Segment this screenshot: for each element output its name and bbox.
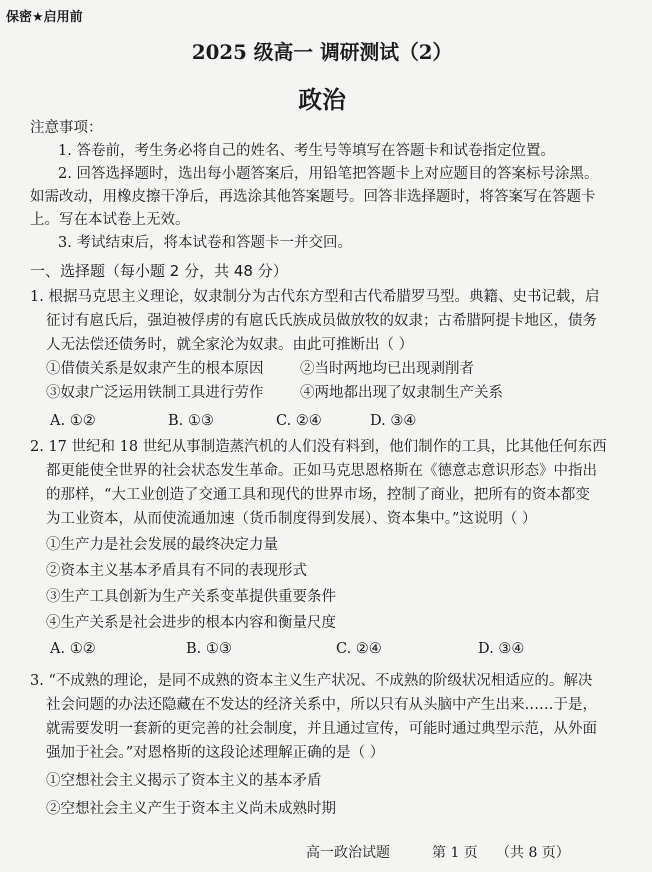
footer-title: 高一政治试题 — [306, 845, 390, 861]
question-2-line: 2. 17 世纪和 18 世纪从事制造蒸汽机的人们没有料到，他们制作的工具，比其他任何东西 — [30, 439, 607, 455]
option-item: ②资本主义基本矛盾具有不同的表现形式 — [46, 563, 307, 579]
notice-line: 如需改动，用橡皮擦干净后，再选涂其他答案题号。回答非选择题时，将答案写在答题卡 — [30, 189, 596, 205]
question-3-line: 3. “不成熟的理论，是同不成熟的资本主义生产状况、不成熟的阶级状况相适应的。解决 — [30, 673, 593, 689]
question-2-line: 都更能使全世界的社会状态发生革命。正如马克思恩格斯在《德意志意识形态》中指出 — [46, 463, 597, 479]
question-3-line: 强加于社会。”对恩格斯的这段论述理解正确的是（ ） — [46, 745, 385, 761]
option-item: ②当时两地均已出现剥削者 — [300, 361, 474, 377]
choice-a: A. ①② — [50, 641, 96, 657]
choice-b: B. ①③ — [168, 413, 214, 429]
option-item: ③生产工具创新为生产关系变革提供重要条件 — [46, 589, 336, 605]
option-item: ①借债关系是奴隶产生的根本原因 — [46, 361, 264, 377]
option-item: ②空想社会主义产生于资本主义尚未成熟时期 — [46, 801, 336, 817]
footer-page: 第 1 页 — [432, 845, 478, 861]
option-item: ④生产关系是社会进步的根本内容和衡量尺度 — [46, 615, 336, 631]
question-1-line: 1. 根据马克思主义理论，奴隶制分为古代东方型和古代希腊罗马型。典籍、史书记载，启 — [30, 289, 600, 305]
confidential-label: 保密★启用前 — [6, 10, 83, 25]
footer-total: （共 8 页） — [496, 845, 570, 861]
question-1-line: 人无法偿还债务时，就全家沦为奴隶。由此可推断出（ ） — [46, 337, 414, 353]
notice-line: 上。写在本试卷上无效。 — [30, 212, 190, 228]
question-3-line: 社会问题的办法还隐藏在不发达的经济关系中，所以只有从头脑中产生出来……于是， — [46, 697, 597, 713]
option-item: ③奴隶广泛运用铁制工具进行劳作 — [46, 385, 264, 401]
choice-d: D. ③④ — [478, 641, 525, 657]
option-item: ④两地都出现了奴隶制生产关系 — [300, 385, 503, 401]
subject-title: 政治 — [298, 86, 346, 114]
notice-line: 2. 回答选择题时，选出每小题答案后，用铅笔把答题卡上对应题目的答案标号涂黑。 — [58, 166, 599, 182]
choice-a: A. ①② — [50, 413, 96, 429]
question-2-line: 的那样，“大工业创造了交通工具和现代的世界市场，控制了商业，把所有的资本都变 — [46, 487, 590, 503]
option-item: ①空想社会主义揭示了资本主义的基本矛盾 — [46, 773, 322, 789]
choice-c: C. ②④ — [276, 413, 322, 429]
choice-b: B. ①③ — [186, 641, 232, 657]
notice-heading: 注意事项： — [30, 120, 103, 136]
question-2-line: 为工业资本，从而使流通加速（货币制度得到发展）、资本集中。”这说明（ ） — [46, 511, 537, 527]
exam-title: 2025 级高一 调研测试（2） — [191, 40, 453, 64]
choice-c: C. ②④ — [336, 641, 382, 657]
section-heading: 一、选择题（每小题 2 分，共 48 分） — [30, 262, 288, 280]
notice-line: 3. 考试结束后，将本试卷和答题卡一并交回。 — [58, 235, 352, 251]
option-item: ①生产力是社会发展的最终决定力量 — [46, 537, 278, 553]
question-3-line: 就需要发明一套新的更完善的社会制度，并且通过宣传，可能时通过典型示范，从外面 — [46, 721, 597, 737]
choice-d: D. ③④ — [370, 413, 417, 429]
question-1-line: 征讨有扈氏后，强迫被俘虏的有扈氏氏族成员做放牧的奴隶；古希腊阿提卡地区，债务 — [46, 313, 597, 329]
notice-line: 1. 答卷前，考生务必将自己的姓名、考生号等填写在答题卡和试卷指定位置。 — [58, 143, 555, 159]
